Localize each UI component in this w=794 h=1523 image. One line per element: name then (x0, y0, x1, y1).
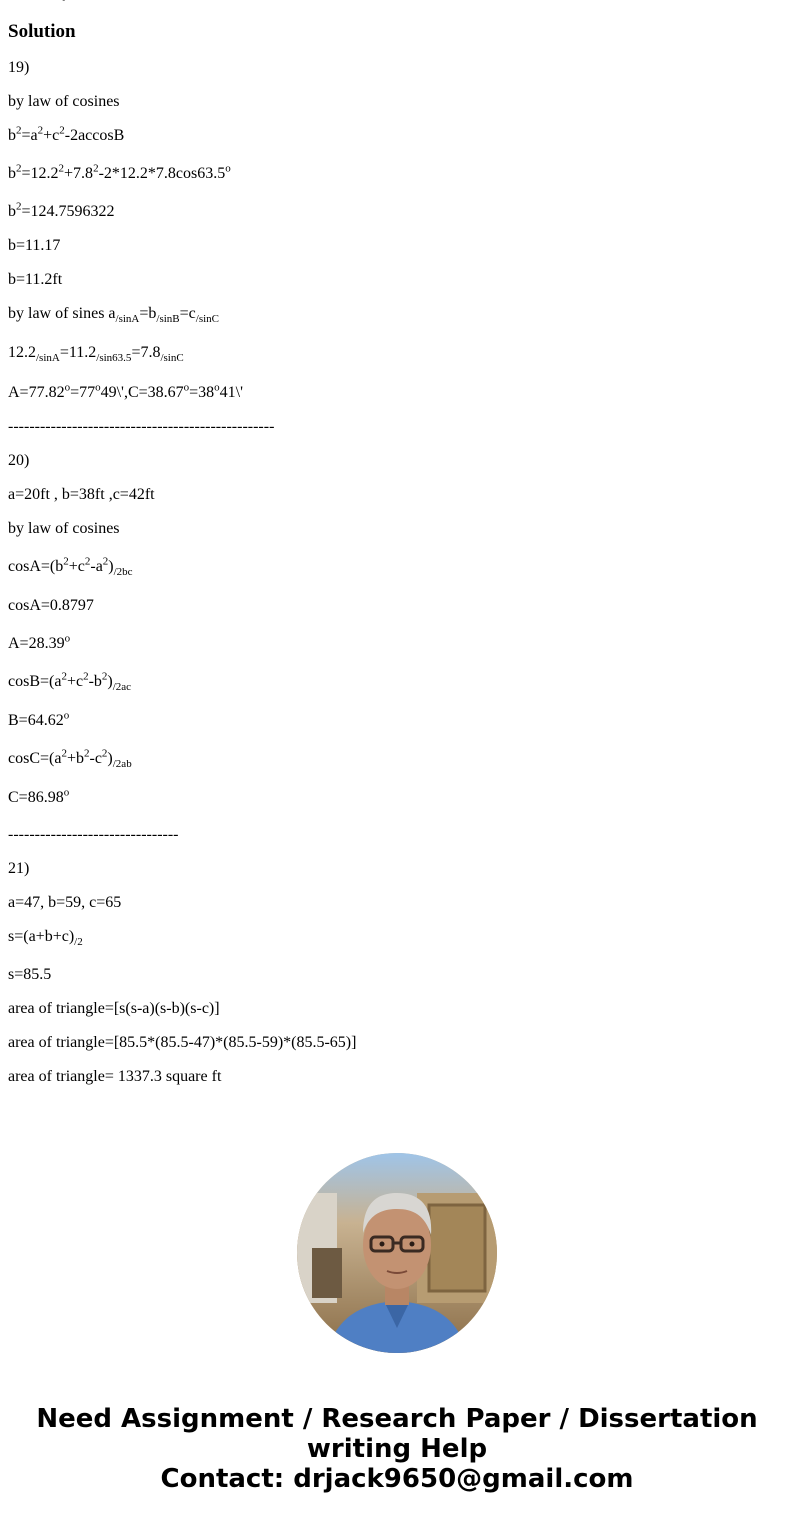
section-divider: -------------------------------- (8, 826, 179, 843)
p20-angle-A: $A=28.39^o$ (8, 632, 71, 652)
p21-semi-perimeter-formula: $s=(a+b+c)_{/2}$ (8, 928, 83, 949)
p20-law-of-cosines: by law of cosines (8, 520, 120, 537)
p20-cosB-formula: $\cos B=(a^2+c^2-b^2)_{/2ac}$ (8, 670, 132, 694)
p19-cosine-formula: $b^2=a^2+c^2-2accosB$ (8, 124, 125, 144)
contact-email[interactable]: Contact: drjack9650@gmail.com (160, 1464, 634, 1494)
p20-cosA-value: cosA=0.8797 (8, 597, 94, 614)
promo-banner (0, 1404, 794, 1494)
p20-given: a=20ft , b=38ft ,c=42ft (8, 486, 155, 503)
p19-angle-results: $A=77.82^o=77^o49\backslash',C=38.67^o=38^o41\backslash'$ (8, 381, 243, 401)
problem-20-number: 20) (8, 452, 30, 469)
p19-substitution: $b^2=12.2^2+7.8^2-2*12.2*7.8\cos 63.5^o$ (8, 162, 231, 182)
p19-sine-ratio: $12.2_{/sinA}=11.2_{/sin63.5}=7.8_{/sinC}$ (8, 344, 184, 365)
problem-19-number: 19) (8, 59, 30, 76)
solution-heading: Solution (8, 21, 76, 42)
p20-cosA-formula: $\cos A=(b^2+c^2-a^2)_{/2bc}$ (8, 555, 133, 579)
p19-law-of-cosines: by law of cosines (8, 93, 120, 110)
p21-semi-perimeter-value: s=85.5 (8, 966, 52, 983)
p21-given: a=47, b=59, c=65 (8, 894, 122, 911)
problem-statement-partial (8, 0, 778, 2)
p21-area-substitution: area of triangle=[85.5*(85.5-47)*(85.5-59)*(85.5-65)] (8, 1034, 357, 1051)
p20-angle-C: $C=86.98^o$ (8, 786, 70, 806)
p21-area-result: area of triangle= 1337.3 square ft (8, 1068, 222, 1085)
p19-law-of-sines: by law of sines $a_{/sinA}=b_{/sinB}=c_{/sinC}$ (8, 305, 219, 326)
tutor-photo (297, 1153, 497, 1353)
section-divider: -------------------------------------------------- (8, 418, 275, 435)
p20-angle-B: $B=64.62^o$ (8, 709, 70, 729)
problem-21-number: 21) (8, 860, 30, 877)
p19-b-rounded: b=11.2ft (8, 271, 63, 288)
promo-line-2: writing Help (306, 1434, 488, 1464)
p19-b-value: b=11.17 (8, 237, 61, 254)
promo-line-1: Need Assignment / Research Paper / Dissertation (36, 1404, 758, 1434)
p19-b-squared: $b^2=124.7596322$ (8, 200, 115, 220)
p20-cosC-formula: $\cos C=(a^2+b^2-c^2)_{/2ab}$ (8, 747, 132, 771)
p21-area-formula: area of triangle=[s(s-a)(s-b)(s-c)] (8, 1000, 220, 1017)
solution-document (8, 0, 778, 1086)
